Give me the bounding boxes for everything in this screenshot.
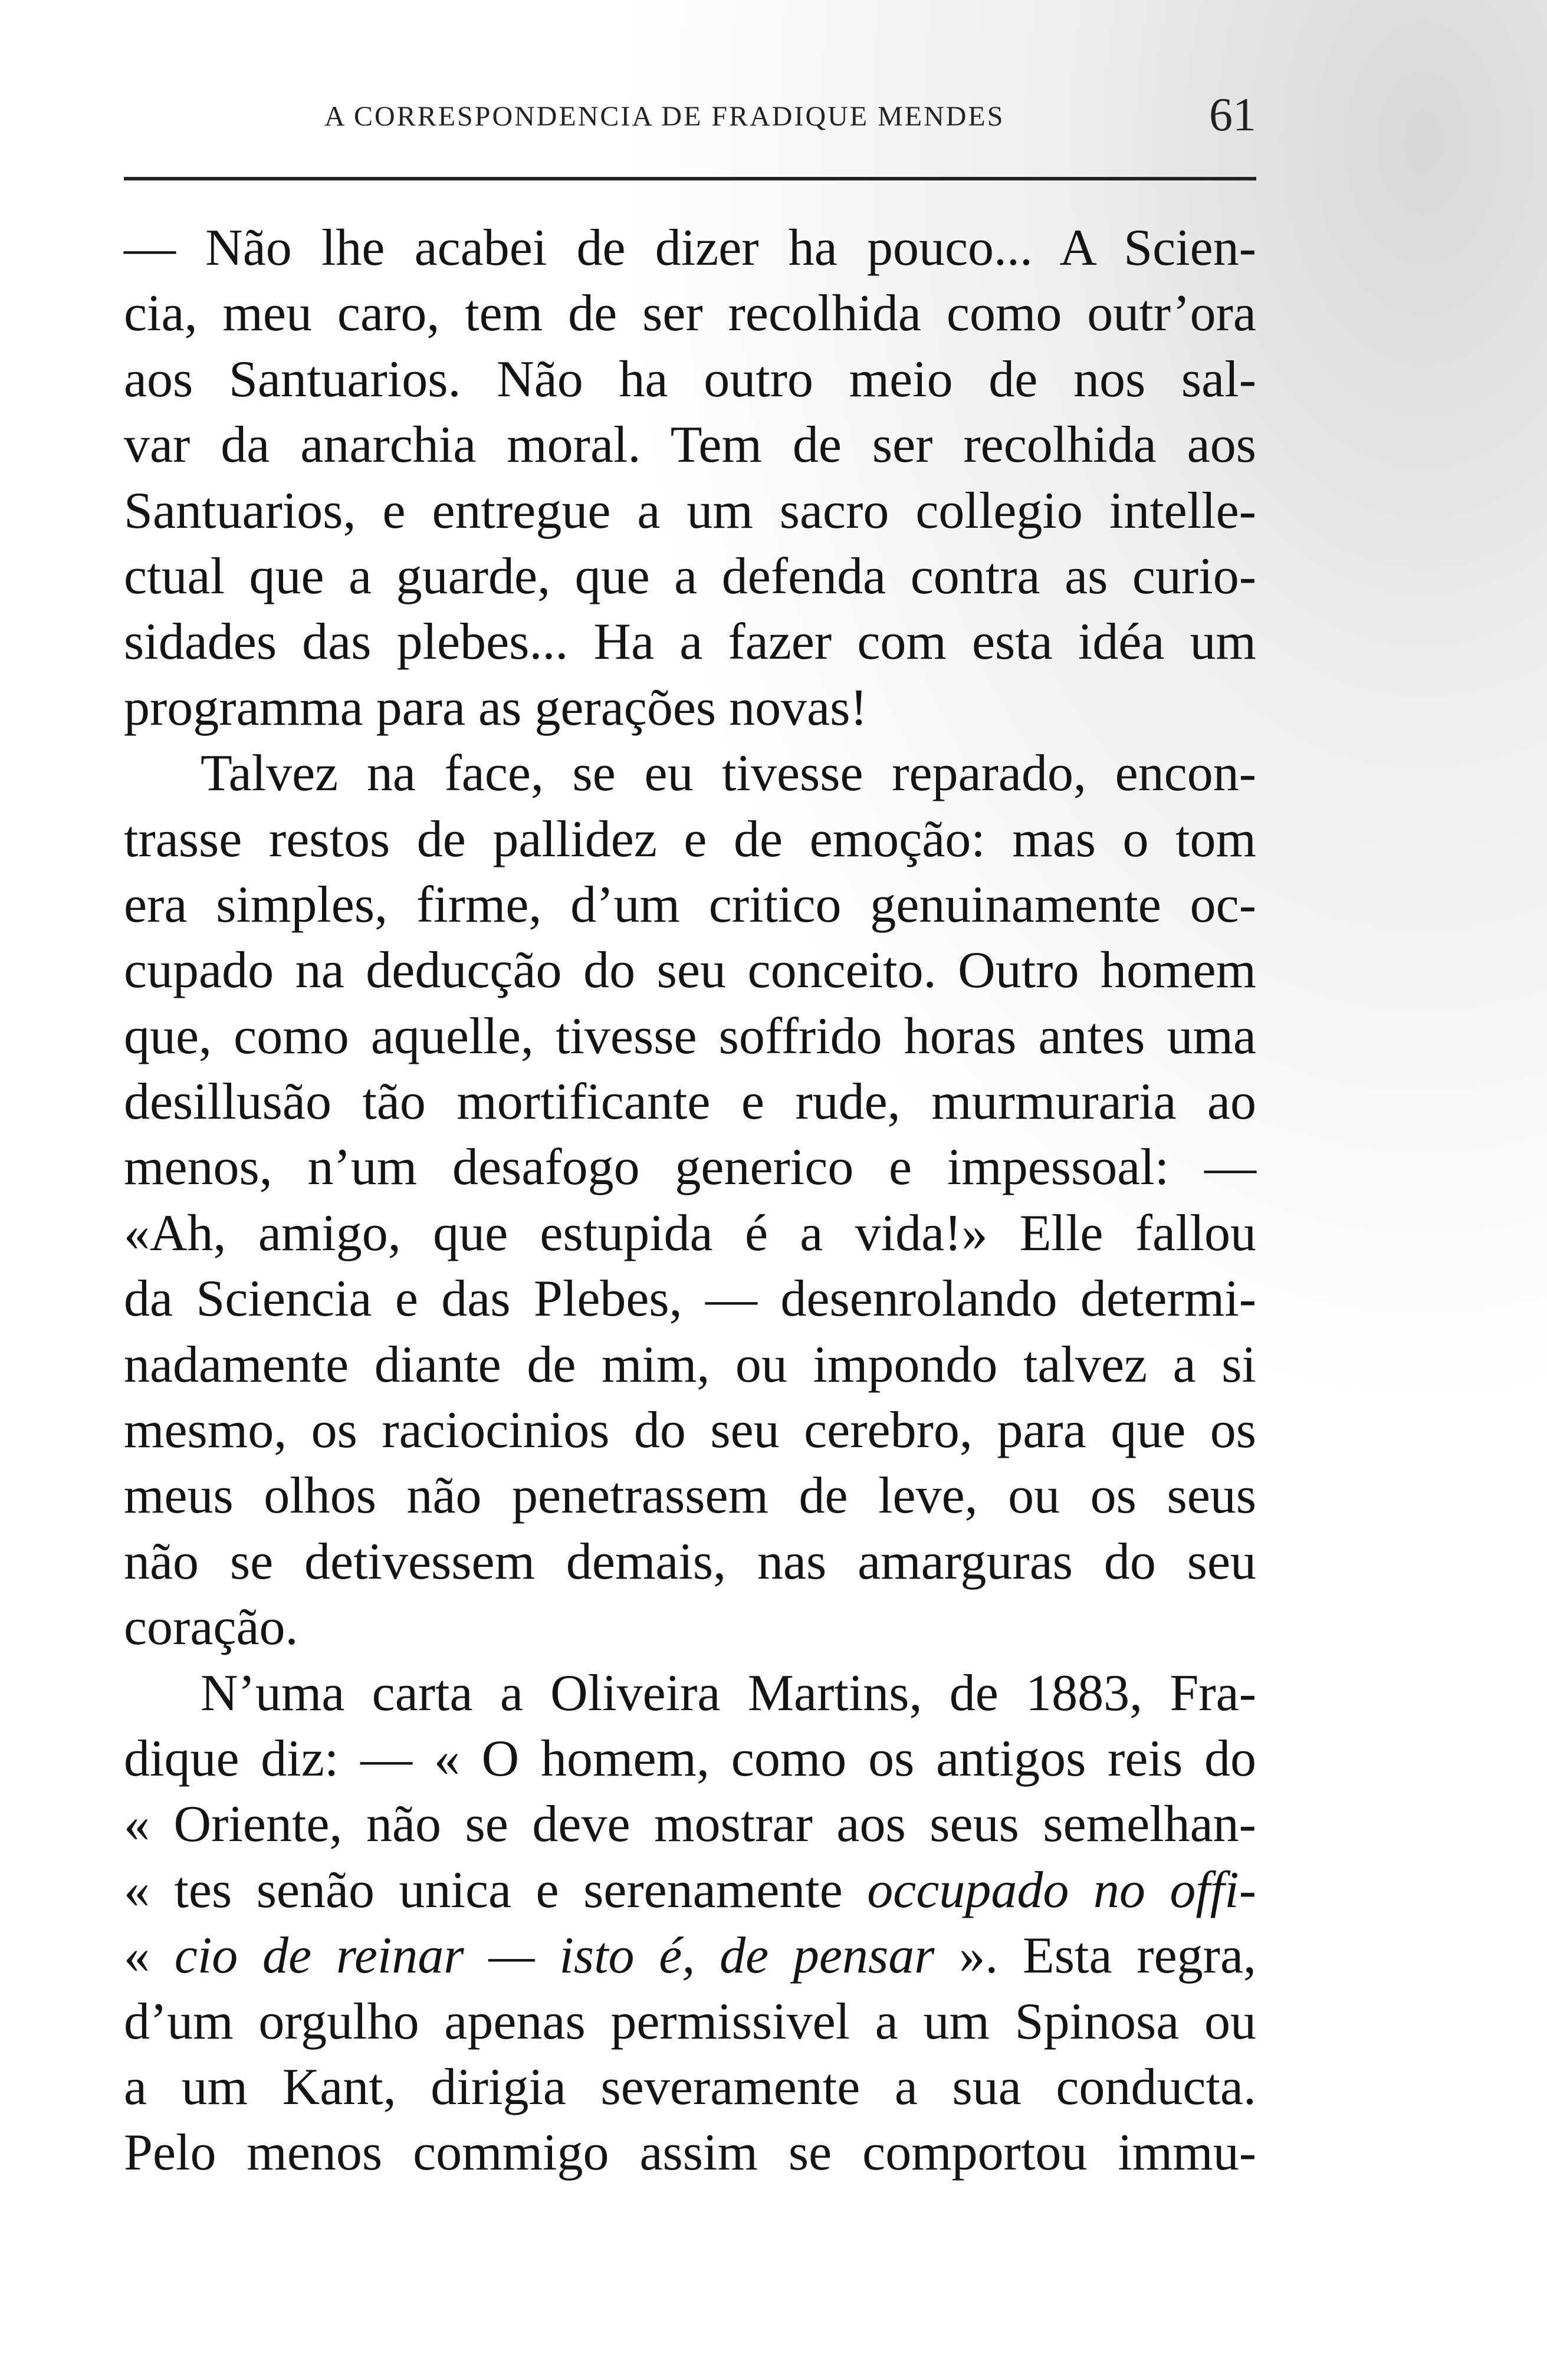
text-line: « Oriente, não se deve mostrar aos seus semelhan-: [124, 1796, 1256, 1853]
text-line: nadamente diante de mim, ou impondo talvez a si: [124, 1336, 1256, 1393]
text-line: da Sciencia e das Plebes, — desenrolando determi-: [124, 1270, 1256, 1328]
text-line: [124, 1858, 1256, 1923]
text-line: d’um orgulho apenas permissivel a um Spinosa ou: [124, 1993, 1256, 2050]
text-line: trasse restos de pallidez e de emoção: mas o tom: [124, 810, 1256, 868]
body-text: [124, 215, 1256, 2186]
text-line: era simples, firme, d’um critico genuinamente oc-: [124, 876, 1256, 933]
text-line: mesmo, os raciocinios do seu cerebro, para que os: [124, 1402, 1256, 1459]
text-line: var da anarchia moral. Tem de ser recolhida aos: [124, 416, 1256, 474]
header-rule: [124, 177, 1256, 180]
text-line: cia, meu caro, tem de ser recolhida como outr’ora: [124, 285, 1256, 343]
text-line: a um Kant, dirigia severamente a sua conducta.: [124, 2058, 1256, 2116]
text-line: N’uma carta a Oliveira Martins, de 1883, Fra-: [201, 1664, 1256, 1722]
text-line: Santuarios, e entregue a um sacro collegio intelle-: [124, 482, 1256, 540]
page-number: 61: [1209, 89, 1256, 141]
text-line: Talvez na face, se eu tivesse reparado, encon-: [201, 745, 1256, 803]
text-line: cupado na deducção do seu conceito. Outro homem: [124, 942, 1256, 1000]
text-segment: ». Esta regra,: [934, 1927, 1257, 1985]
text-line: não se detivessem demais, nas amarguras do seu: [124, 1533, 1256, 1590]
text-line: menos, n’um desafogo generico e impessoal: —: [124, 1139, 1256, 1196]
text-line: meus olhos não penetrassem de leve, ou os seus: [124, 1467, 1256, 1525]
text-segment: « tes senão unica e serenamente: [124, 1861, 868, 1919]
text-line: desillusão tão mortificante e rude, murmuraria ao: [124, 1073, 1256, 1131]
text-line: ctual que a guarde, que a defenda contra as curio-: [124, 547, 1256, 605]
running-head: [124, 88, 1256, 159]
text-line: dique diz: — « O homem, como os antigos reis do: [124, 1730, 1256, 1787]
text-line: «Ah, amigo, que estupida é a vida!» Elle fallou: [124, 1204, 1256, 1262]
running-title: A CORRESPONDENCIA DE FRADIQUE MENDES: [324, 101, 1005, 132]
text-line: Pelo menos commigo assim se comportou immu-: [124, 2124, 1256, 2182]
text-line: sidades das plebes... Ha a fazer com esta idéa um: [124, 613, 1256, 671]
text-line: — Não lhe acabei de dizer ha pouco... A Scien-: [124, 219, 1256, 277]
text-line: aos Santuarios. Não ha outro meio de nos sal-: [124, 350, 1256, 408]
text-line: programma para as gerações novas!: [124, 679, 868, 737]
text-line: coração.: [124, 1599, 298, 1656]
text-line: [124, 1923, 1256, 1988]
italic-segment: cio de reinar — isto é, de pensar: [174, 1927, 935, 1985]
text-segment: «: [124, 1927, 175, 1985]
text-line: que, como aquelle, tivesse soffrido horas antes uma: [124, 1007, 1256, 1065]
italic-segment: occupado no offi-: [867, 1861, 1256, 1919]
